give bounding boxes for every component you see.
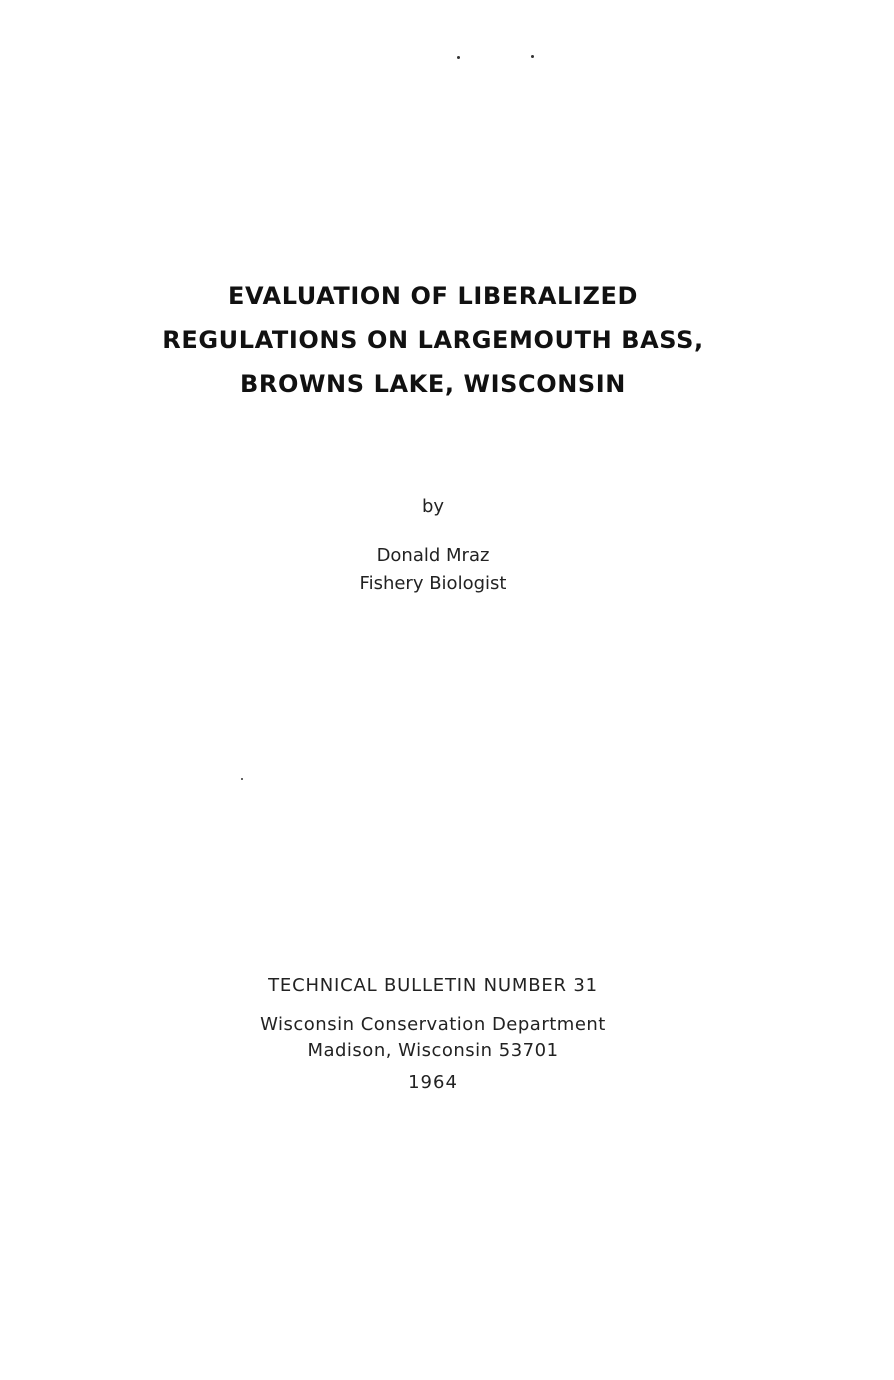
publisher-name: Wisconsin Conservation Department xyxy=(260,1014,606,1035)
print-speck xyxy=(241,778,243,780)
byline-by: by xyxy=(421,496,445,517)
title-line-1: EVALUATION OF LIBERALIZED xyxy=(227,282,638,310)
author-block xyxy=(0,542,866,598)
print-speck xyxy=(531,55,534,58)
title-line-2: REGULATIONS ON LARGEMOUTH BASS, xyxy=(162,326,704,354)
publication-year: 1964 xyxy=(408,1072,458,1093)
print-speck xyxy=(457,56,460,59)
publisher-location: Madison, Wisconsin 53701 xyxy=(307,1040,559,1061)
title-line-3: BROWNS LAKE, WISCONSIN xyxy=(240,370,626,398)
bulletin-series: TECHNICAL BULLETIN NUMBER 31 xyxy=(268,975,598,996)
author-name: Donald Mraz xyxy=(376,545,490,566)
document-title xyxy=(0,274,866,406)
author-title: Fishery Biologist xyxy=(359,573,507,594)
publisher-block xyxy=(0,1012,866,1064)
